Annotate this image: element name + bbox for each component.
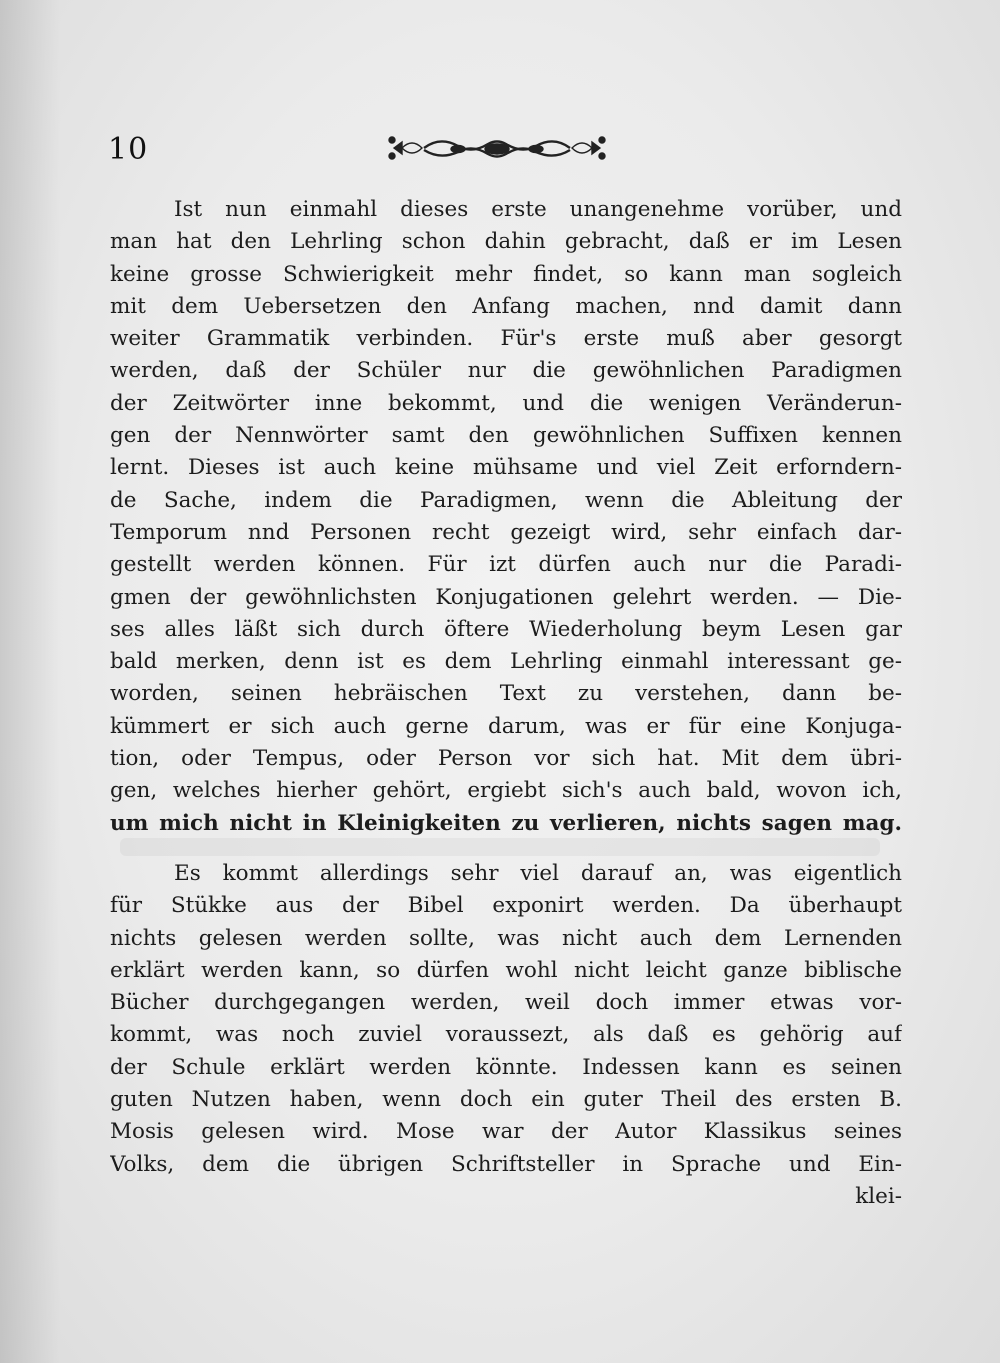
paragraph-2 [110,858,902,1213]
text-line: gen, welches hierher gehört, ergiebt sich's auch bald, wovon ich, [110,778,902,804]
text-line: der Zeitwörter inne bekommt, und die wenigen Veränderun- [110,390,902,416]
text-line: Bücher durchgegangen werden, weil doch immer etwas vor- [110,990,902,1016]
text-line: Temporum nnd Personen recht gezeigt wird, sehr einfach dar- [110,519,902,545]
text-line: erklärt werden kann, so dürfen wohl nicht leicht ganze biblische [110,957,902,983]
text-line: kommt, was noch zuviel voraussezt, als daß es gehörig auf [110,1022,902,1048]
catchword: klei- [855,1183,902,1209]
text-line: Mosis gelesen wird. Mose war der Autor Klassikus seines [110,1119,902,1145]
page-number: 10 [108,132,149,167]
text-line: werden, daß der Schüler nur die gewöhnlichen Paradigmen [110,358,902,384]
text-line: gmen der gewöhnlichsten Konjugationen gelehrt werden. — Die- [110,584,902,610]
text-line: gestellt werden können. Für izt dürfen auch nur die Paradi- [110,552,902,578]
text-line: man hat den Lehrling schon dahin gebracht, daß er im Lesen [110,229,902,255]
text-line: nichts gelesen werden sollte, was nicht auch dem Lernenden [110,925,902,951]
page-gutter-shadow [0,0,60,1363]
text-line: um mich nicht in Kleinigkeiten zu verlieren, nichts sagen mag. [110,810,902,836]
text-line: für Stükke aus der Bibel exponirt werden. Da überhaupt [110,893,902,919]
text-line: mit dem Uebersetzen den Anfang machen, nnd damit dann [110,293,902,319]
show-through-mark [120,838,880,856]
text-line: Volks, dem die übrigen Schriftsteller in Sprache und Ein- [110,1151,902,1177]
text-line: guten Nutzen haben, wenn doch ein guter Theil des ersten B. [110,1087,902,1113]
text-line: gen der Nennwörter samt den gewöhnlichen Suffixen kennen [110,423,902,449]
text-line: worden, seinen hebräischen Text zu verstehen, dann be- [110,681,902,707]
text-line: bald merken, denn ist es dem Lehrling einmahl interessant ge- [110,649,902,675]
text-line: kümmert er sich auch gerne darum, was er für eine Konjuga- [110,713,902,739]
text-line: Es kommt allerdings sehr viel darauf an, was eigentlich [174,861,902,886]
text-line: der Schule erklärt werden könnte. Indessen kann es seinen [110,1054,902,1080]
text-line: tion, oder Tempus, oder Person vor sich hat. Mit dem übri- [110,746,902,772]
text-line: keine grosse Schwierigkeit mehr findet, so kann man sogleich [110,261,902,287]
ornament-header-icon [388,128,606,168]
paragraph-1 [110,194,902,840]
text-line: lernt. Dieses ist auch keine mühsame und viel Zeit erforndern- [110,455,902,481]
text-line: ses alles läßt sich durch öftere Wiederholung beym Lesen gar [110,616,902,642]
text-line: weiter Grammatik verbinden. Für's erste muß aber gesorgt [110,326,902,352]
text-line: de Sache, indem die Paradigmen, wenn die Ableitung der [110,487,902,513]
text-line: Ist nun einmahl dieses erste unangenehme vorüber, und [174,197,902,222]
